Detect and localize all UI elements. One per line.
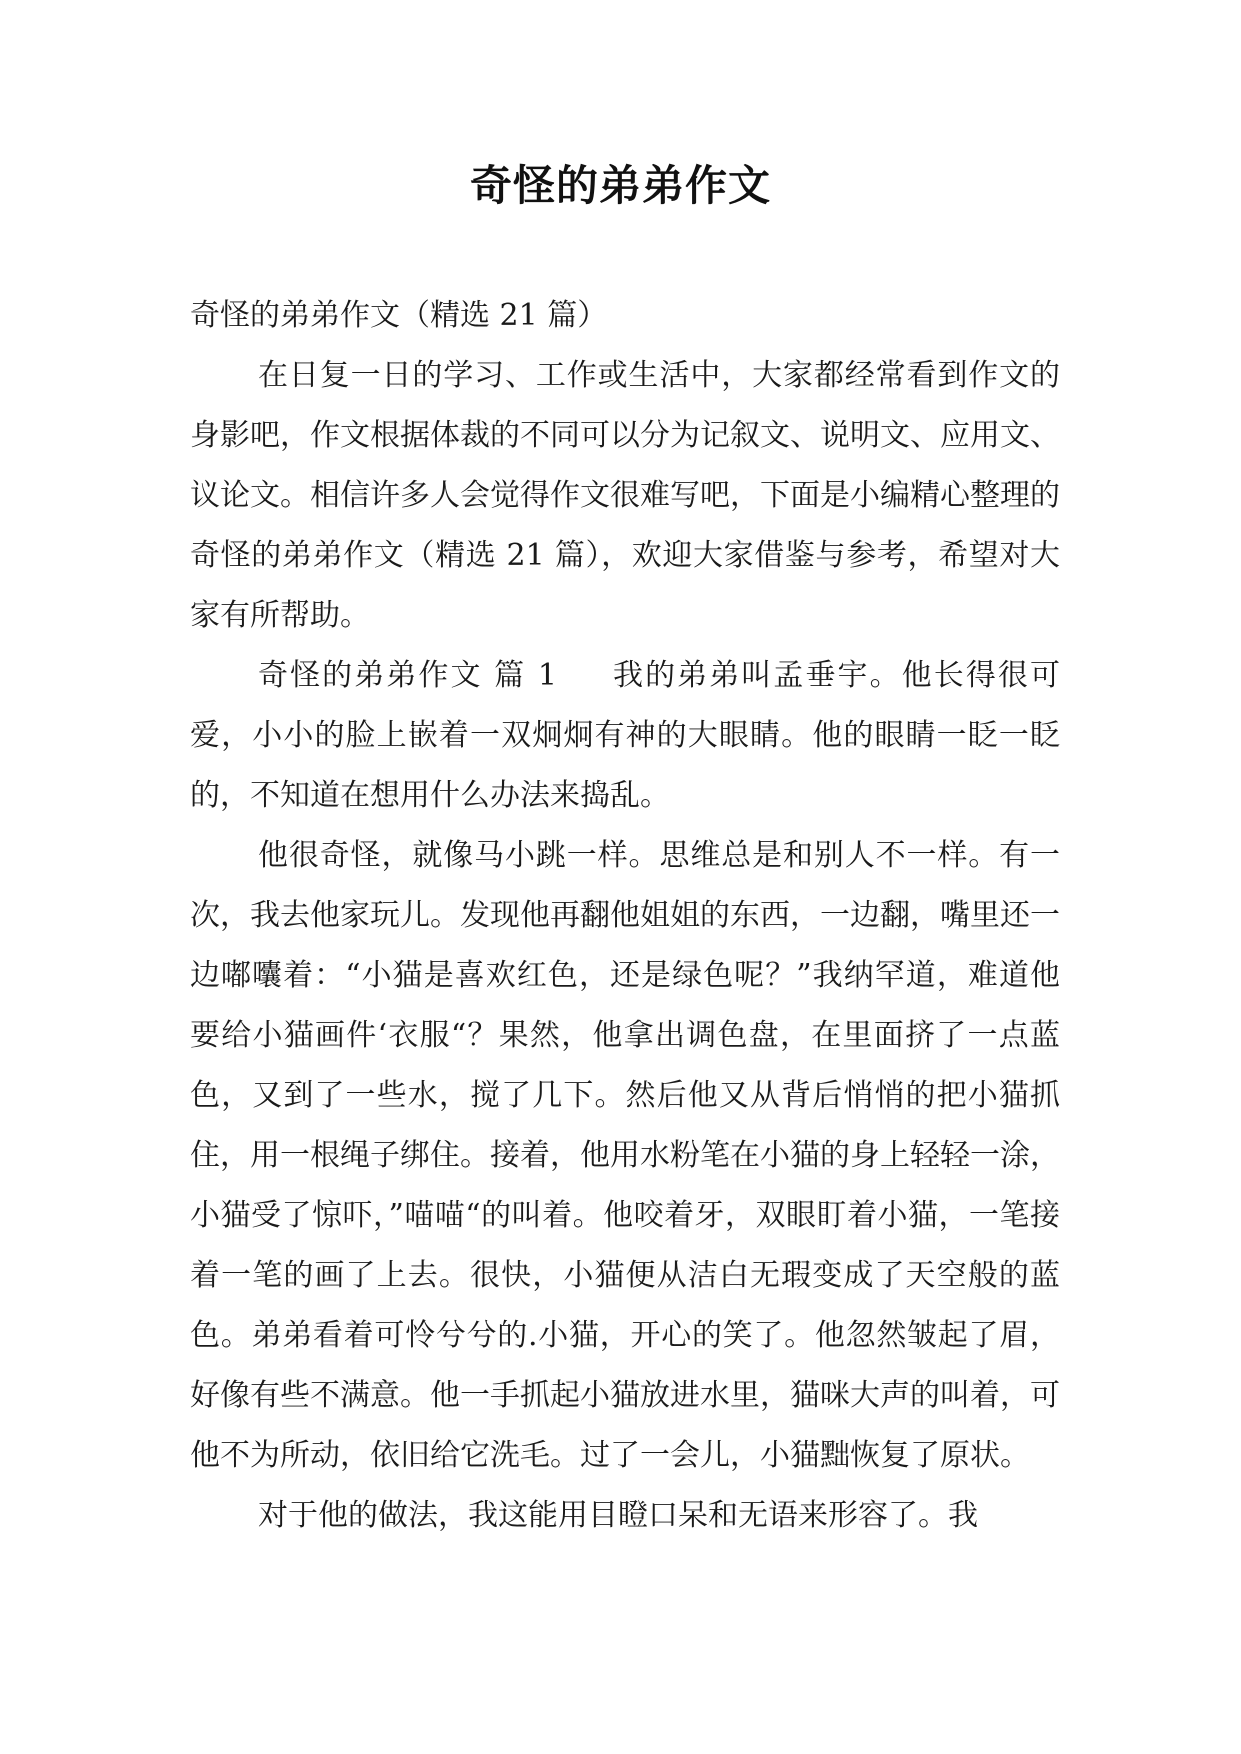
- essay-1-first-text: 我的弟弟叫孟垂宇。他长得很可爱，小小的脸上嵌着一双炯炯有神的大眼睛。他的眼睛一眨一眨的，不知道在想用什么办法来捣乱。: [190, 658, 1060, 813]
- intro-paragraph: 在日复一日的学习、工作或生活中，大家都经常看到作文的身影吧，作文根据体裁的不同可以分为记叙文、说明文、应用文、议论文。相信许多人会觉得作文很难写吧，下面是小编精心整理的奇怪的弟弟作文（精选 21 篇），欢迎大家借鉴与参考，希望对大家有所帮助。: [190, 358, 1060, 633]
- essay-1-heading: 奇怪的弟弟作文 篇 1: [258, 658, 557, 693]
- essay-1-paragraph: 对于他的做法，我这能用目瞪口呆和无语来形容了。我: [258, 1498, 978, 1533]
- essay-1-first-paragraph: [190, 646, 1060, 826]
- document-title: 奇怪的弟弟作文: [469, 161, 771, 210]
- document-subtitle: 奇怪的弟弟作文（精选 21 篇）: [190, 298, 608, 333]
- essay-1-paragraph: 他很奇怪，就像马小跳一样。思维总是和别人不一样。有一次，我去他家玩儿。发现他再翻他姐姐的东西，一边翻，嘴里还一边嘟囔着：“小猫是喜欢红色，还是绿色呢？”我纳罕道，难道他要给小猫画件‘衣服“？果然，他拿出调色盘，在里面挤了一点蓝色，又到了一些水，搅了几下。然后他又从背后悄悄的把小猫抓住，用一根绳子绑住。接着，他用水粉笔在小猫的身上轻轻一涂，小猫受了惊吓，”喵喵“的叫着。他咬着牙，双眼盯着小猫，一笔接着一笔的画了上去。很快，小猫便从洁白无瑕变成了天空般的蓝色。弟弟看着可怜兮兮的.小猫，开心的笑了。他忽然皱起了眉，好像有些不满意。他一手抓起小猫放进水里，猫咪大声的叫着，可他不为所动，依旧给它洗毛。过了一会儿，小猫黜恢复了原状。: [190, 838, 1060, 1473]
- document-body: [190, 286, 1060, 1546]
